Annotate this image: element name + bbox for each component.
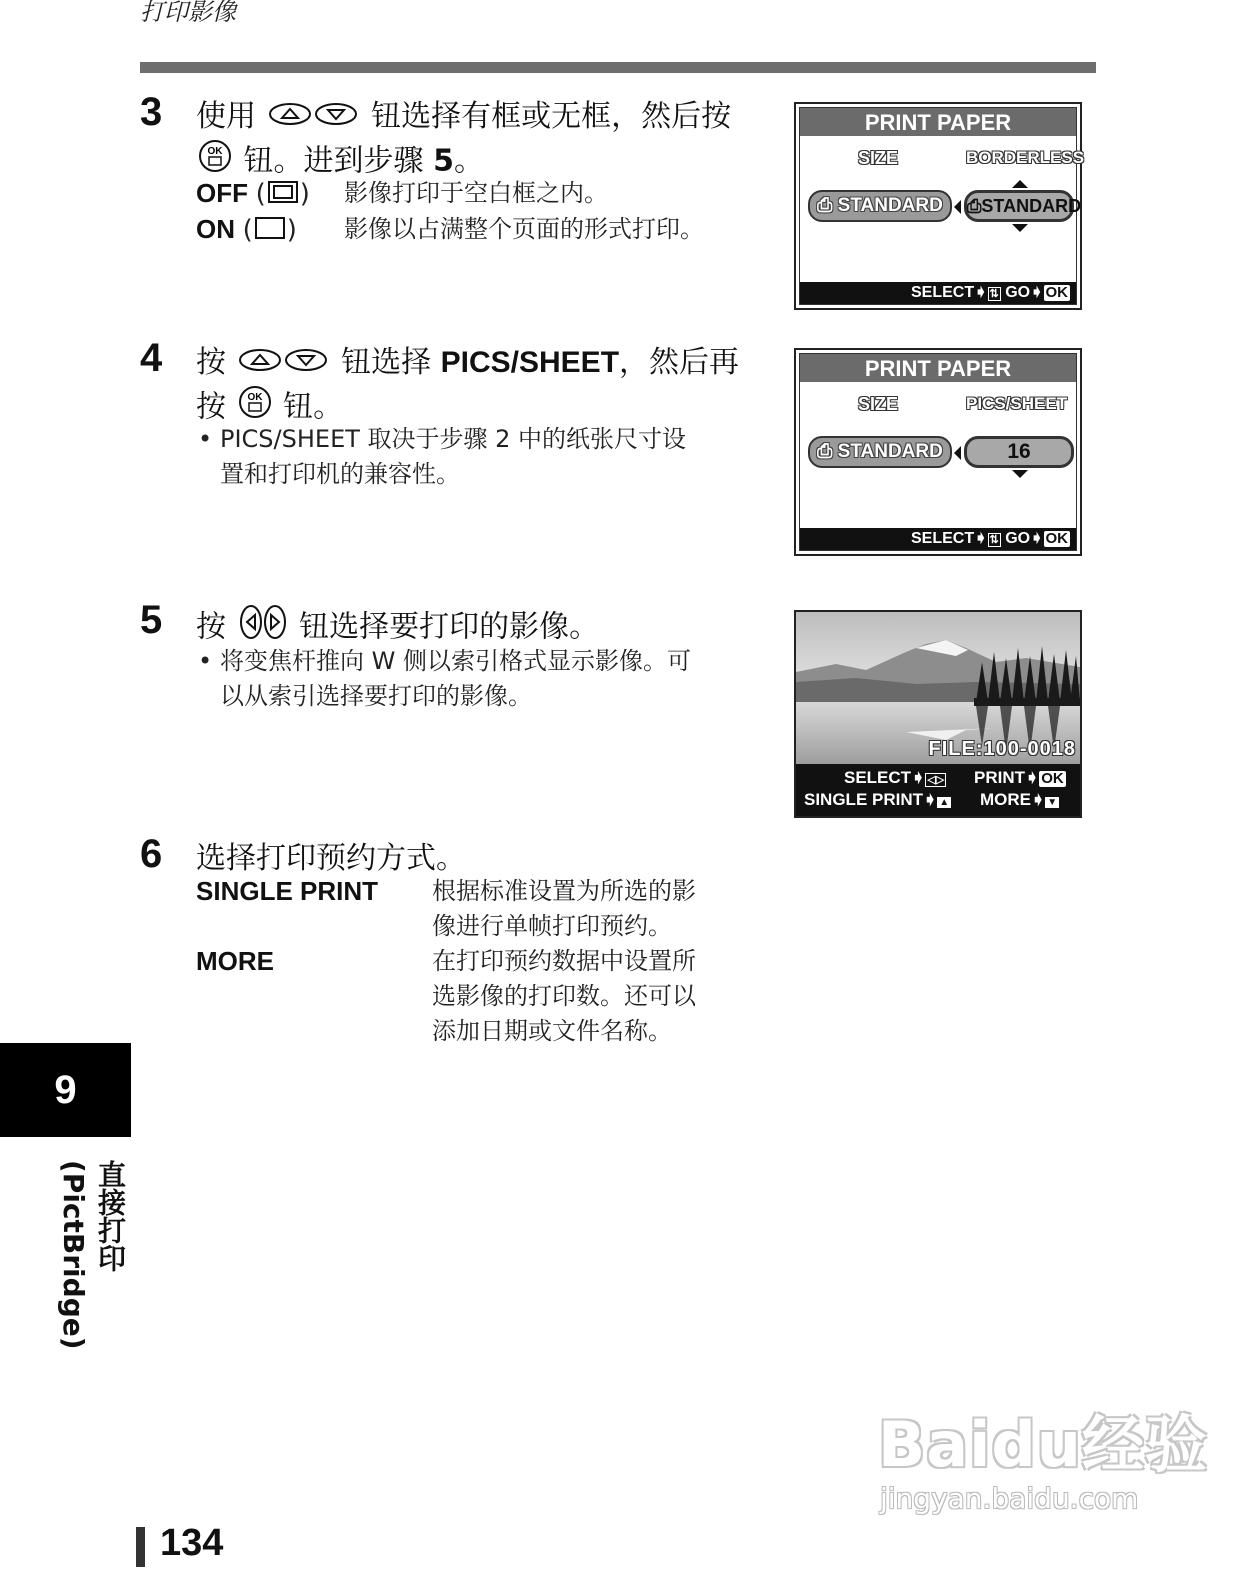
screen-title: PRINT PAPER (800, 108, 1076, 136)
ok-icon: OK (1041, 770, 1064, 787)
single-print-hint: SINGLE PRINT➧ ▲ (804, 790, 950, 809)
chapter-title: 直接打印 (PictBridge) (57, 1160, 127, 1350)
option-off: OFF ( ) 影像打印于空白框之内。 (196, 176, 766, 212)
step-number: 6 (140, 832, 163, 876)
step-title: 按 钮选择 PICS/SHEET，然后再 按 OK 钮。 (196, 342, 776, 431)
step-number: 5 (140, 598, 163, 642)
page-marker (136, 1527, 145, 1567)
size-label: SIZE (858, 148, 899, 168)
option-list (196, 176, 766, 248)
option-description: 在打印预约数据中设置所 选影像的打印数。还可以 添加日期或文件名称。 (432, 947, 696, 1045)
more-hint: MORE➧ ▼ (980, 790, 1058, 809)
dial-icon: ⇅ (989, 534, 999, 546)
left-arrow-icon (954, 446, 961, 460)
print-paper-screen-borderless (794, 102, 1085, 310)
up-arrow-icon (1012, 180, 1028, 188)
svg-text:OK: OK (247, 391, 263, 403)
option-description: 根据标准设置为所选的影 像进行单帧打印预约。 (432, 877, 696, 940)
print-paper-screen-pics-sheet (794, 348, 1082, 556)
framed-print-icon (268, 178, 298, 213)
dial-icon: ⇅ (989, 288, 999, 300)
step-title: 按 钮选择要打印的影像。 (196, 604, 776, 652)
ok-icon: OK (1045, 284, 1068, 301)
step-title: 使用 钮选择有框或无框，然后按 OK 钮。进到步骤 5。 (196, 96, 766, 185)
watermark-url: jingyan.baidu.com (880, 1482, 1139, 1515)
pics-sheet-value: 16 (964, 436, 1074, 468)
step-number: 3 (140, 90, 163, 134)
borderless-print-icon (255, 214, 285, 249)
screen-title: PRINT PAPER (800, 354, 1076, 382)
screen-hint-bar: SELECT➧ ⇅ GO➧ OK (800, 282, 1076, 304)
photo-preview-screen (794, 610, 1082, 818)
step-number: 4 (140, 336, 163, 380)
step-note: • PICS/SHEET 取决于步骤 2 中的纸张尺寸设 置和打印机的兼容性。 (220, 422, 780, 492)
option-term: MORE (196, 946, 274, 976)
down-arrow-icon (1012, 470, 1028, 478)
file-number: FILE:100-0018 (928, 738, 1076, 760)
up-down-button-icon (268, 97, 360, 139)
left-arrow-icon (954, 200, 961, 214)
chapter-number: 9 (0, 1043, 131, 1137)
down-key-icon: ▼ (1047, 797, 1058, 808)
printer-icon: ⎙ (817, 195, 833, 216)
header-divider (140, 62, 1096, 73)
step-note: • 将变焦杆推向 W 侧以索引格式显示影像。可 以从索引选择要打印的影像。 (220, 644, 780, 714)
page-number: 134 (160, 1522, 224, 1564)
up-down-button-icon (238, 343, 330, 385)
size-value: ⎙ STANDARD (808, 190, 952, 222)
screen-hint-bar: SELECT➧ ⇅ GO➧ OK (800, 528, 1076, 550)
up-key-icon: ▲ (939, 797, 950, 808)
section-title: 打印影像 (140, 0, 236, 26)
borderless-value: ⎙STANDARD (964, 190, 1074, 222)
size-value: ⎙ STANDARD (808, 436, 952, 468)
ok-icon: OK (1045, 530, 1068, 547)
size-label: SIZE (858, 394, 899, 414)
printer-icon: ⎙ (817, 441, 833, 462)
step-title: 选择打印预约方式。 (196, 841, 466, 876)
select-hint: SELECT➧ ◁▷ (844, 768, 945, 787)
pics-sheet-label: PICS/SHEET (966, 394, 1068, 413)
option-on: ON ( ) 影像以占满整个页面的形式打印。 (196, 212, 766, 248)
print-hint: PRINT➧ OK (974, 768, 1064, 787)
option-term: SINGLE PRINT (196, 876, 379, 906)
borderless-label: BORDERLESS (966, 148, 1085, 167)
left-right-key-icon: ◁▷ (927, 774, 945, 786)
down-arrow-icon (1012, 224, 1028, 232)
svg-text:OK: OK (207, 145, 223, 157)
printer-icon: ⎙ (967, 196, 982, 216)
watermark-logo: Baidu经验 (878, 1408, 1208, 1481)
photo-hint-bar (796, 764, 1080, 816)
